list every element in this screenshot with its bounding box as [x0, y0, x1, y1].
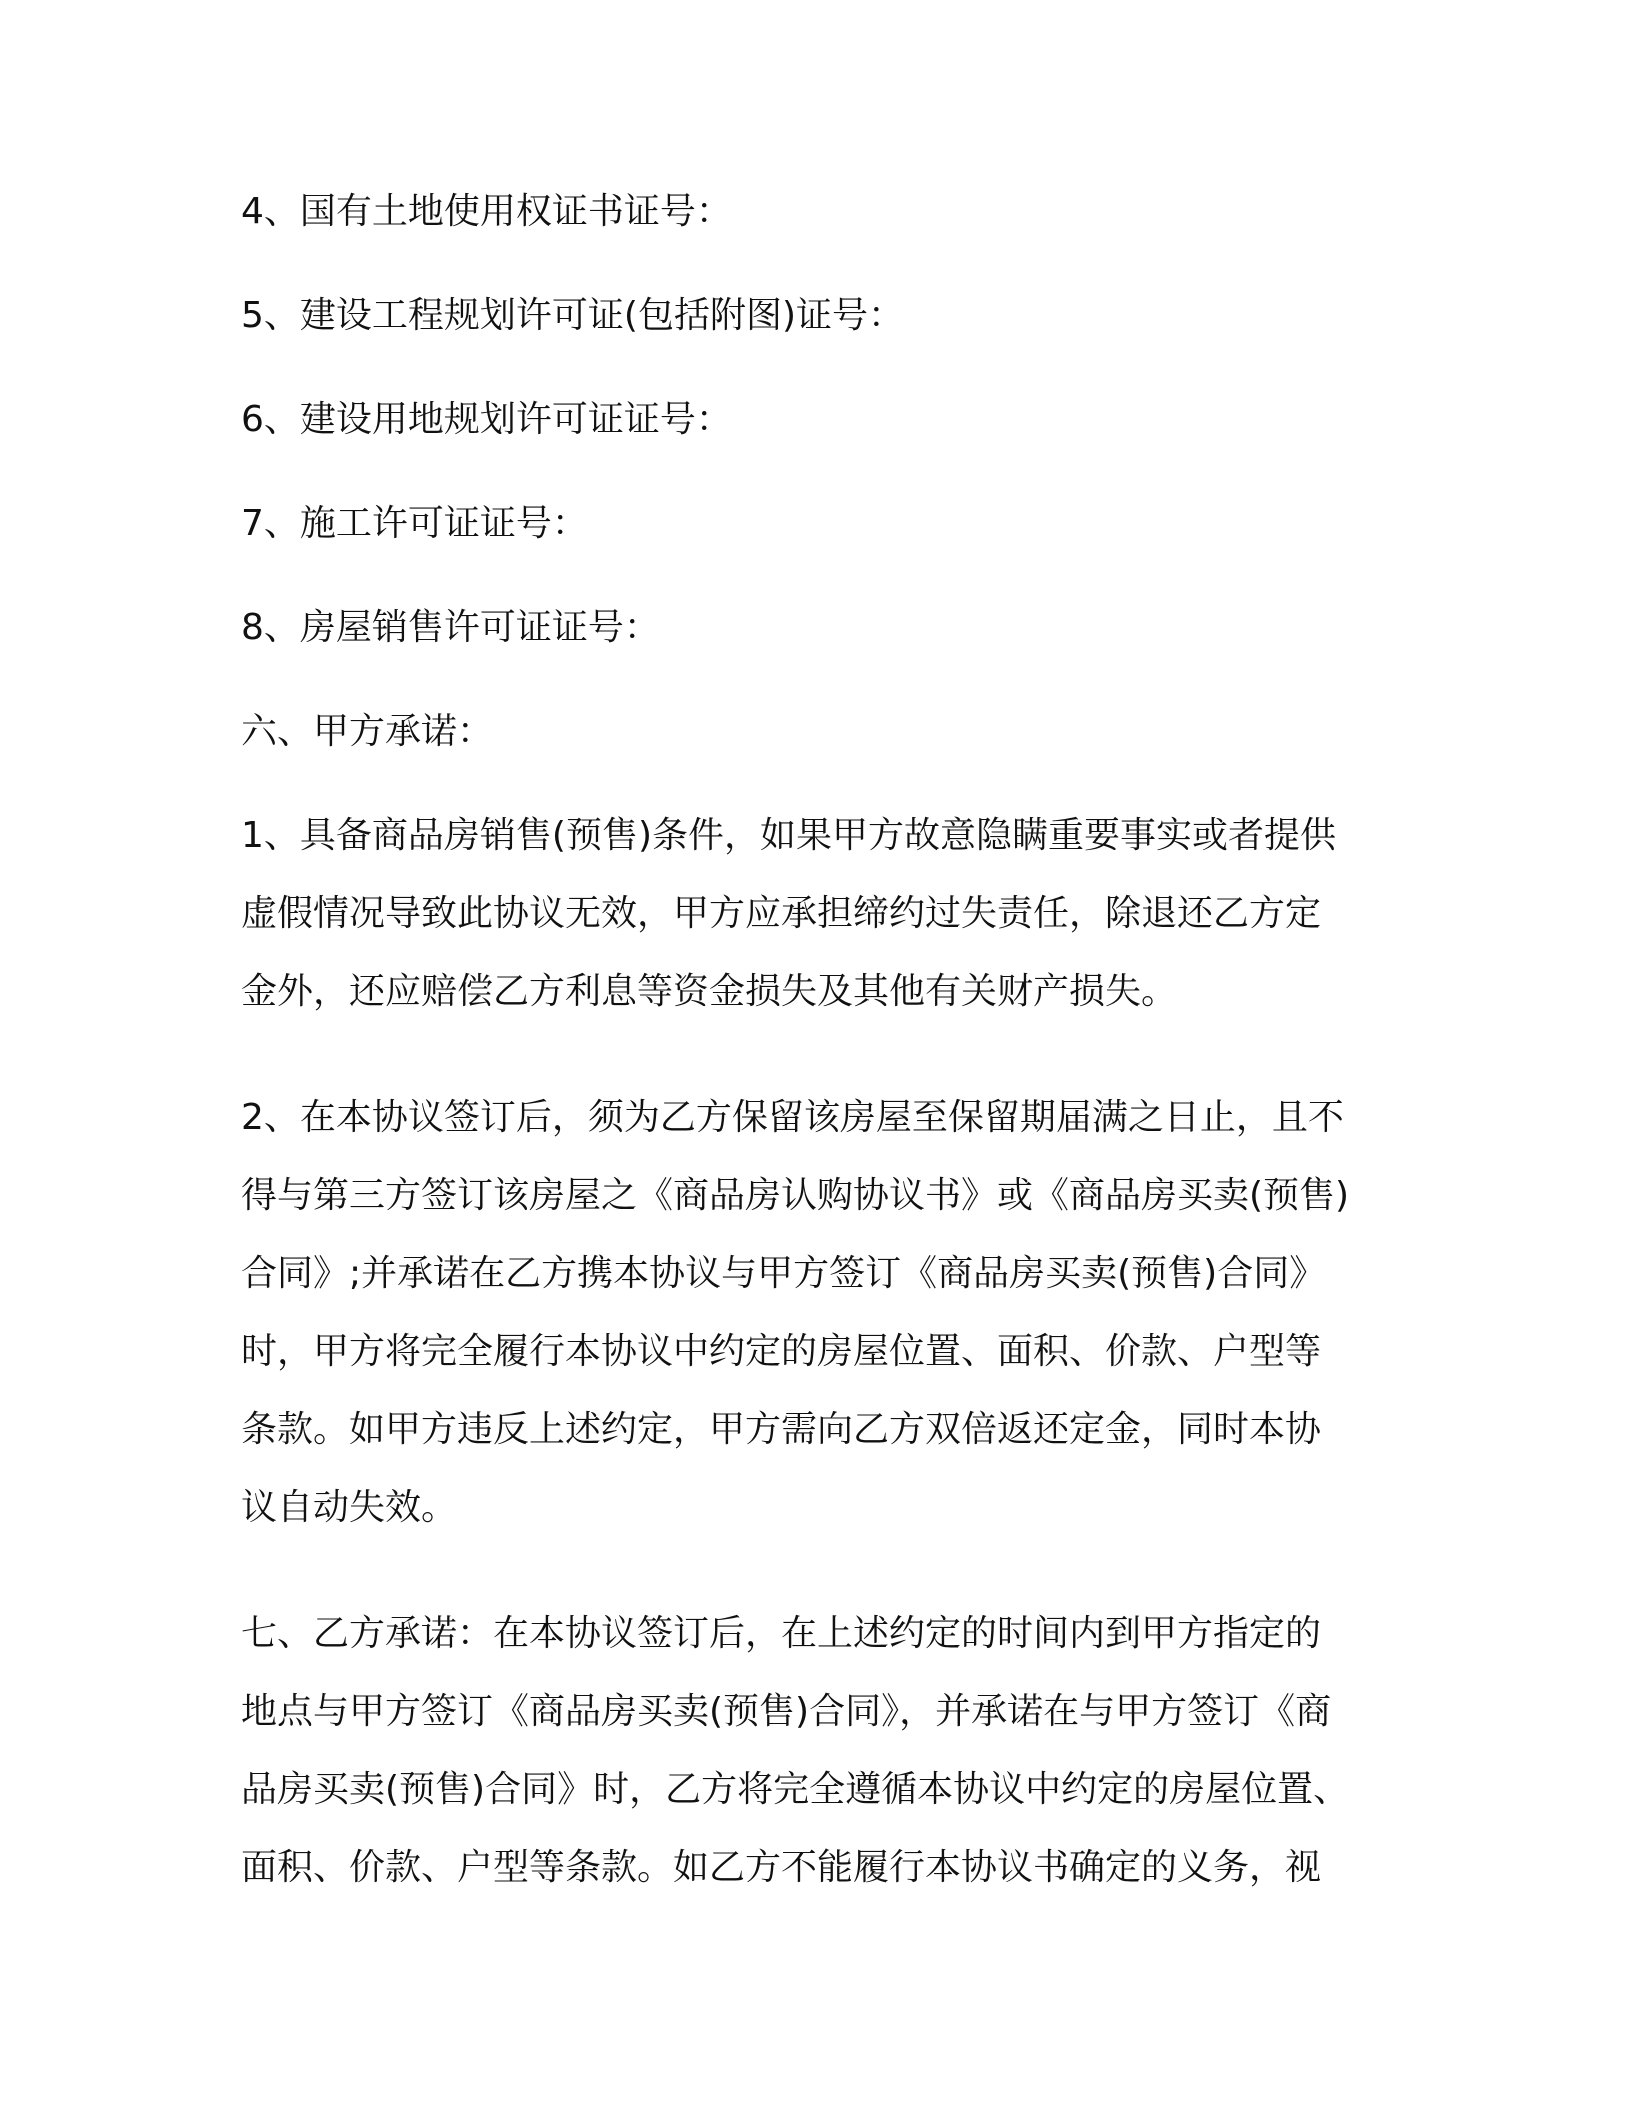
paragraph-line: 金外，还应赔偿乙方利息等资金损失及其他有关财产损失。 [241, 971, 1178, 1012]
paragraph-line: 条款。如甲方违反上述约定，甲方需向乙方双倍返还定金，同时本协 [241, 1409, 1322, 1450]
paragraph-commitment-2 [241, 1079, 1391, 1547]
paragraph-line: 议自动失效。 [241, 1487, 458, 1528]
paragraph-line: 面积、价款、户型等条款。如乙方不能履行本协议书确定的义务，视 [241, 1847, 1322, 1888]
section-heading-party-a-commitments: 六、甲方承诺： [241, 711, 494, 752]
list-item-construction-planning-permit: 5、建设工程规划许可证(包括附图)证号： [241, 295, 904, 336]
paragraph-line: 虚假情况导致此协议无效，甲方应承担缔约过失责任，除退还乙方定 [241, 893, 1322, 934]
paragraph-line: 2、在本协议签订后，须为乙方保留该房屋至保留期届满之日止，且不 [241, 1097, 1344, 1138]
paragraph-party-b-commitments [241, 1595, 1391, 1907]
list-item-land-planning-permit: 6、建设用地规划许可证证号： [241, 399, 732, 440]
list-item-sales-permit: 8、房屋销售许可证证号： [241, 607, 660, 648]
paragraph-line: 1、具备商品房销售(预售)条件，如果甲方故意隐瞒重要事实或者提供 [241, 815, 1336, 856]
paragraph-line: 七、乙方承诺：在本协议签订后，在上述约定的时间内到甲方指定的 [241, 1613, 1322, 1654]
paragraph-line: 地点与甲方签订《商品房买卖(预售)合同》，并承诺在与甲方签订《商 [241, 1691, 1332, 1732]
list-item-construction-permit: 7、施工许可证证号： [241, 503, 588, 544]
paragraph-line: 品房买卖(预售)合同》时，乙方将完全遵循本协议中约定的房屋位置、 [241, 1769, 1350, 1810]
paragraph-line: 得与第三方签订该房屋之《商品房认购协议书》或《商品房买卖(预售) [241, 1175, 1350, 1216]
paragraph-line: 时，甲方将完全履行本协议中约定的房屋位置、面积、价款、户型等 [241, 1331, 1322, 1372]
document-body [241, 188, 1391, 1955]
list-item-land-certificate: 4、国有土地使用权证书证号： [241, 191, 732, 232]
paragraph-line: 合同》;并承诺在乙方携本协议与甲方签订《商品房买卖(预售)合同》 [241, 1253, 1326, 1294]
paragraph-commitment-1 [241, 797, 1391, 1031]
